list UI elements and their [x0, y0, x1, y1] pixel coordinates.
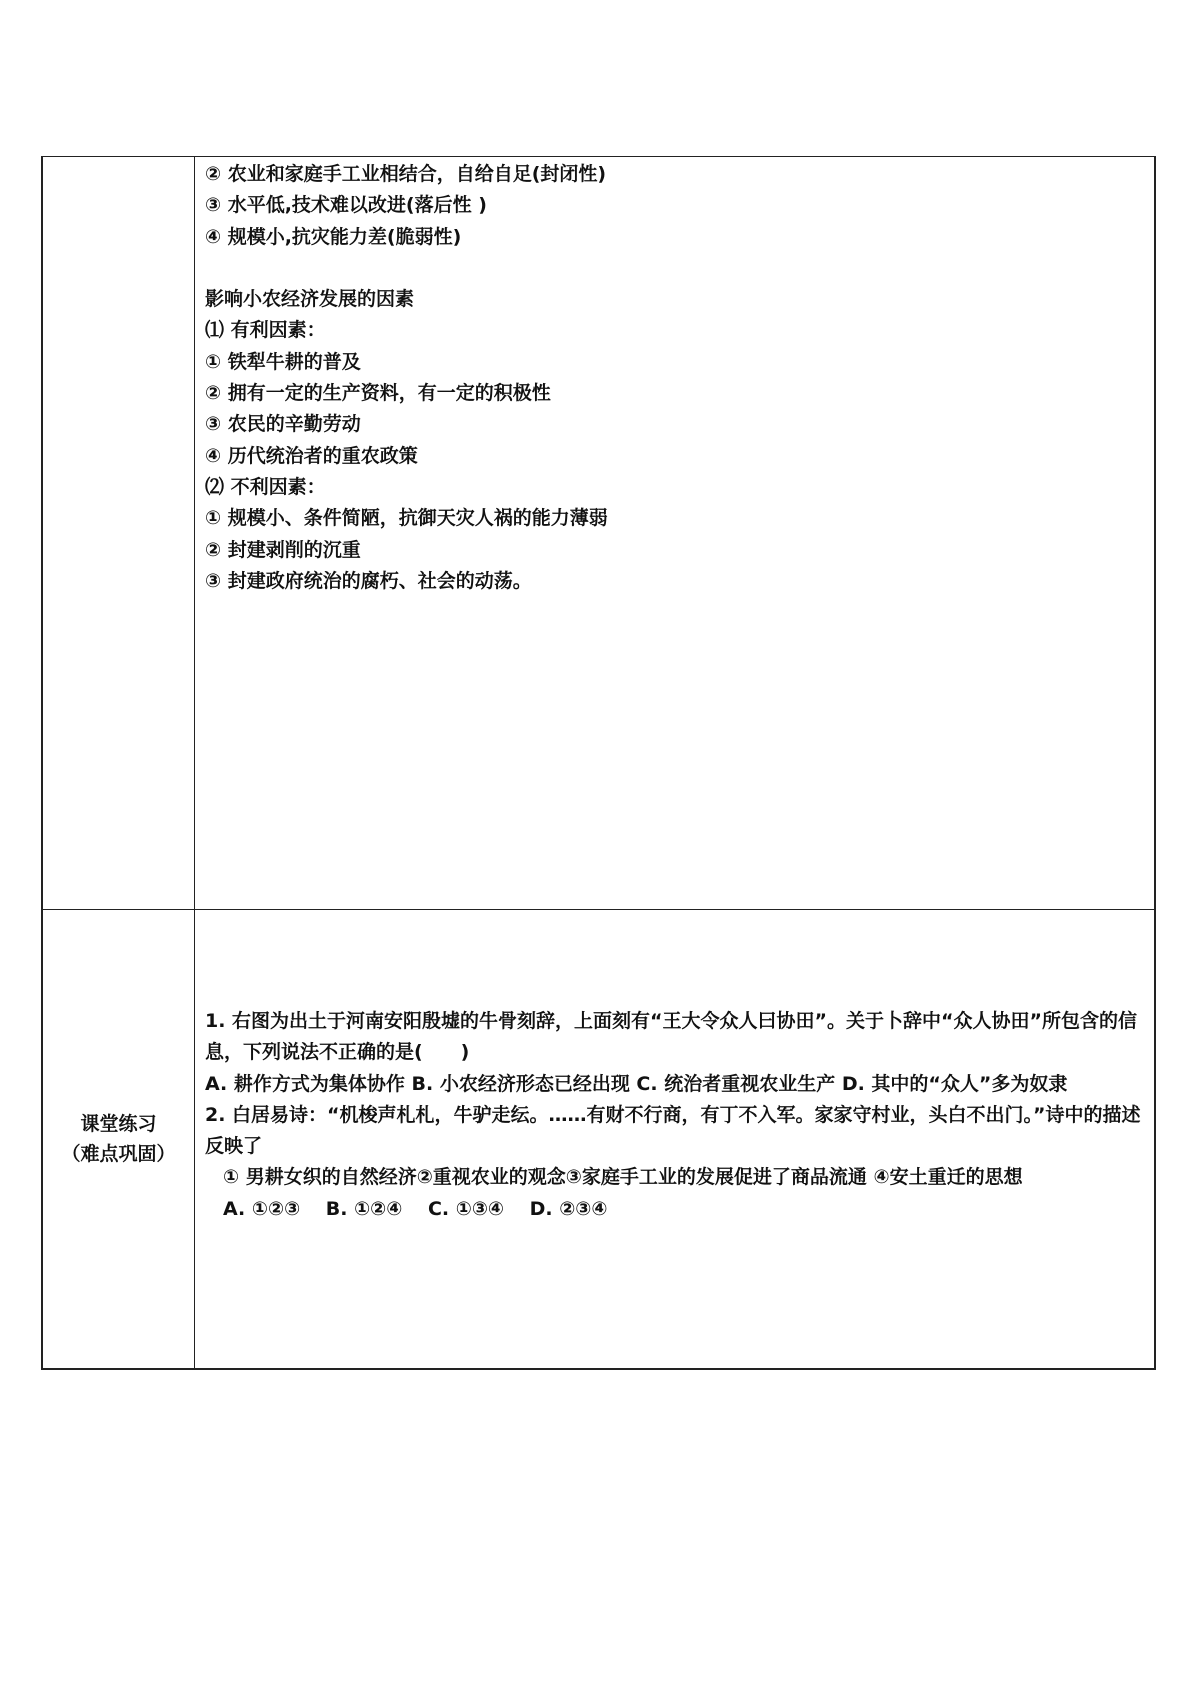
favorable-item: ③ 农民的辛勤劳动 [205, 413, 361, 436]
practice-label: 课堂练习 [80, 1113, 157, 1135]
question-2-items: ① 男耕女织的自然经济②重视农业的观念③家庭手工业的发展促进了商品流通 ④安土重迁的思想 [223, 1166, 1023, 1189]
unfavorable-item: ② 封建剥削的沉重 [205, 538, 361, 561]
content-block [195, 157, 1154, 597]
practice-label-cell [42, 910, 195, 1370]
lesson-plan-table [41, 156, 1156, 1370]
practice-row [42, 910, 1155, 1370]
question-2: 2. 白居易诗：“机梭声札札，牛驴走纭。……有财不行商，有丁不入军。家家守村业，头白不出门。”诗中的描述反映了 [205, 1103, 1141, 1158]
favorable-item: ① 铁犁牛耕的普及 [205, 350, 361, 373]
practice-sublabel: （难点巩固） [61, 1143, 176, 1165]
practice-block [195, 910, 1154, 1225]
unfavorable-item: ① 规模小、条件简陋，抗御天灾人祸的能力薄弱 [205, 507, 608, 530]
question-2-options: A. ①②③ B. ①②④ C. ①③④ D. ②③④ [223, 1197, 608, 1220]
text-line: ③ 水平低,技术难以改进(落后性 ) [205, 194, 487, 217]
question-1: 1. 右图为出土于河南安阳殷墟的牛骨刻辞，上面刻有“王大令众人曰协田”。关于卜辞中“众人协田”所包含的信息，下列说法不正确的是( ) [205, 1010, 1138, 1064]
practice-content-cell [195, 910, 1156, 1370]
text-line: ④ 规模小,抗灾能力差(脆弱性) [205, 225, 462, 248]
factors-heading: 影响小农经济发展的因素 [205, 288, 415, 311]
unfavorable-heading: ⑵ 不利因素： [205, 475, 326, 498]
question-1-options: A. 耕作方式为集体协作 B. 小农经济形态已经出现 C. 统治者重视农业生产 D. 其中的“众人”多为奴隶 [205, 1072, 1068, 1095]
unfavorable-item: ③ 封建政府统治的腐朽、社会的动荡。 [205, 569, 532, 592]
content-row [42, 157, 1155, 910]
content-cell [195, 157, 1156, 910]
empty-label-cell [42, 157, 195, 910]
favorable-item: ② 拥有一定的生产资料，有一定的积极性 [205, 382, 551, 405]
favorable-heading: ⑴ 有利因素： [205, 319, 326, 342]
favorable-item: ④ 历代统治者的重农政策 [205, 444, 418, 467]
blank-line [205, 253, 1144, 284]
text-line: ② 农业和家庭手工业相结合，自给自足(封闭性) [205, 163, 607, 185]
